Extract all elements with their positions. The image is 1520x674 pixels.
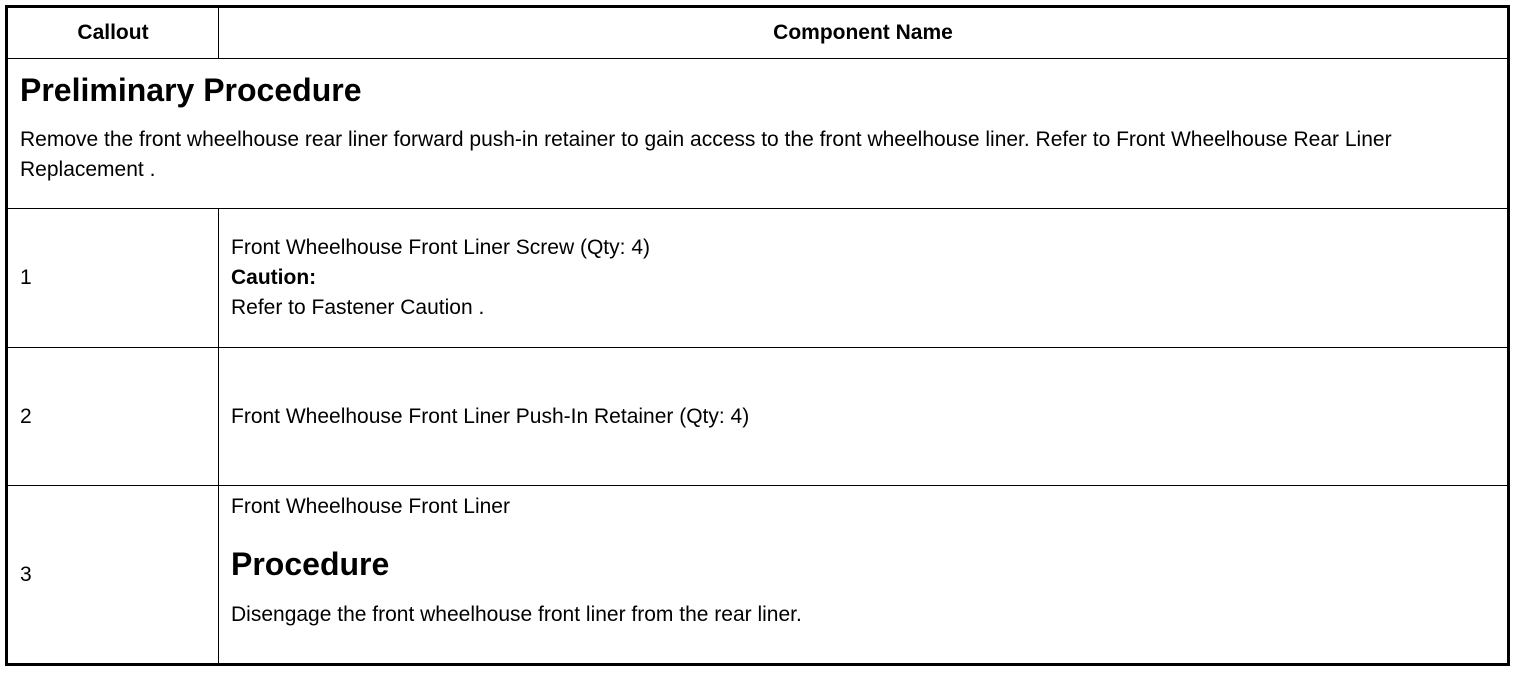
caution-text: Refer to Fastener Caution .: [231, 296, 485, 319]
component-name-cell: [219, 486, 1509, 665]
header-component-name: Component Name: [219, 7, 1509, 59]
caution-label: Caution:: [231, 266, 317, 289]
component-table: [5, 5, 1510, 666]
header-callout: Callout: [7, 7, 219, 59]
procedure-heading: Procedure: [231, 546, 390, 582]
preliminary-procedure-heading: Preliminary Procedure: [20, 72, 362, 108]
preliminary-procedure-cell: [7, 59, 1509, 209]
callout-number: 1: [7, 209, 219, 348]
preliminary-procedure-text: Remove the front wheelhouse rear liner forward push-in retainer to gain access to the front wheelhouse liner. Refer to Front Wheelhouse Rear Liner Replacement .: [20, 128, 1392, 181]
component-name: Front Wheelhouse Front Liner Push-In Retainer (Qty: 4): [219, 348, 1509, 486]
preliminary-procedure-row: [7, 59, 1509, 209]
table-row: [7, 486, 1509, 665]
callout-number: 2: [7, 348, 219, 486]
component-name: Front Wheelhouse Front Liner: [231, 495, 510, 518]
table-row: [7, 348, 1509, 486]
callout-number: 3: [7, 486, 219, 665]
table-row: [7, 209, 1509, 348]
component-name: Front Wheelhouse Front Liner Screw (Qty: 4): [231, 236, 650, 259]
procedure-text: Disengage the front wheelhouse front liner from the rear liner.: [231, 603, 802, 626]
table-header-row: [7, 7, 1509, 59]
component-name-cell: [219, 209, 1509, 348]
